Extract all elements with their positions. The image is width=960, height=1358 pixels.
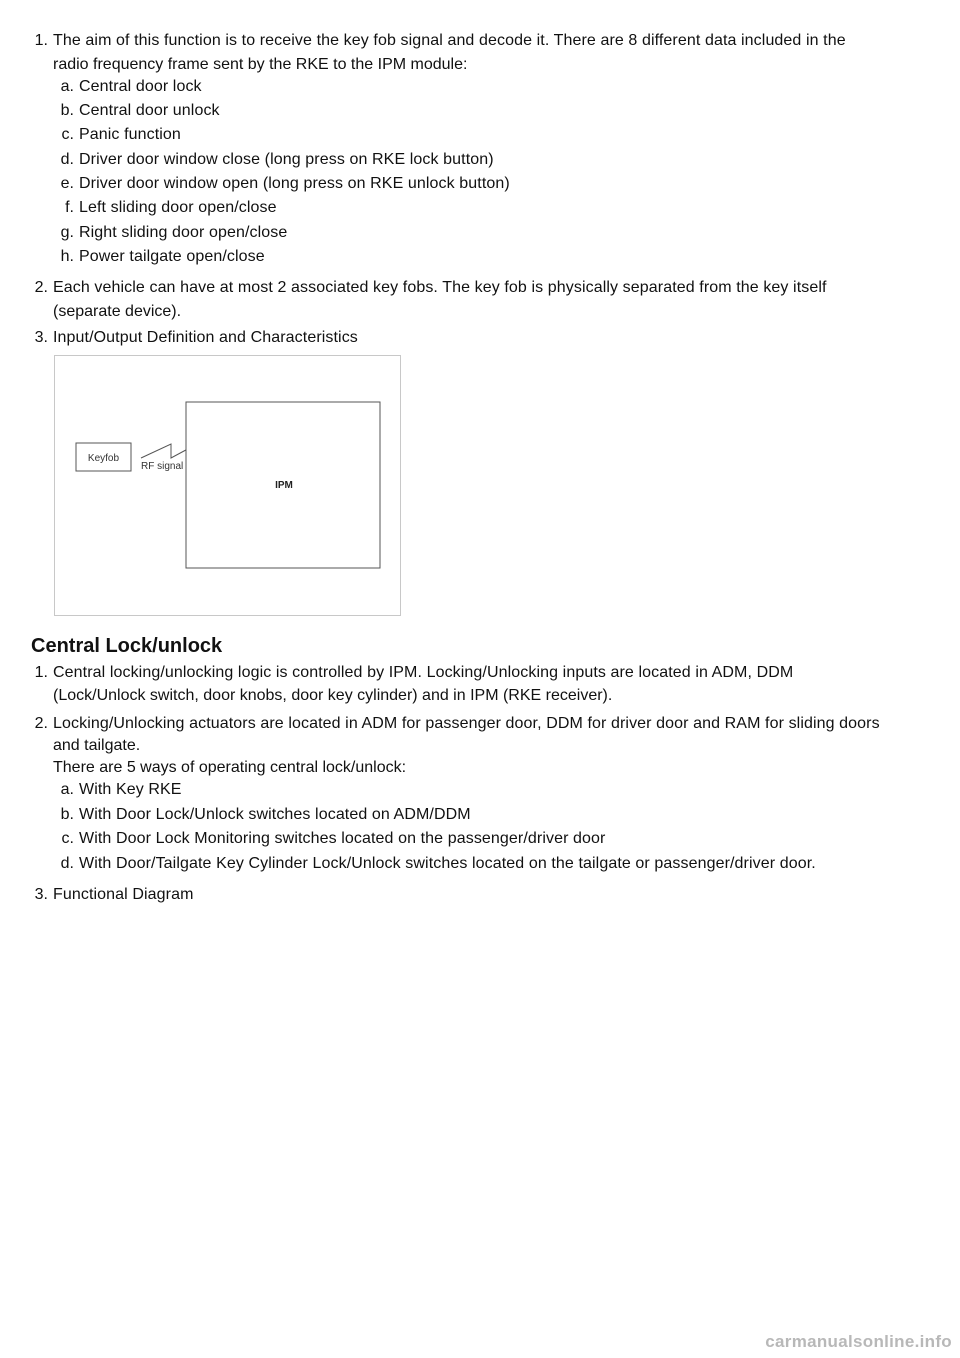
item-number: 3.: [34, 886, 48, 903]
item-text-continued: (Lock/Unlock switch, door knobs, door key cylinder) and in IPM (RKE receiver).: [53, 687, 613, 704]
sub-item-text: With Door Lock/Unlock switches located on ADM/DDM: [79, 806, 471, 823]
sub-item-letter: d.: [60, 151, 74, 168]
sub-item-letter: a.: [60, 78, 74, 95]
sub-item-letter: a.: [60, 781, 74, 798]
item-text-continued: There are 5 ways of operating central lock/unlock:: [53, 759, 407, 776]
item-text: Locking/Unlocking actuators are located in ADM for passenger door, DDM for driver door and RAM for sliding doors: [53, 715, 880, 732]
ipm-label: IPM: [275, 480, 293, 491]
sub-item-letter: h.: [60, 248, 74, 265]
sub-item-text: Panic function: [79, 126, 181, 143]
sub-item-text: With Door/Tailgate Key Cylinder Lock/Unlock switches located on the tailgate or passenger/driver door.: [79, 855, 816, 872]
sub-item-text: Driver door window close (long press on RKE lock button): [79, 151, 494, 168]
io-diagram: [55, 356, 400, 615]
sub-item-text: Left sliding door open/close: [79, 199, 277, 216]
watermark: carmanualsonline.info: [765, 1332, 952, 1351]
item-number: 2.: [34, 715, 48, 732]
sub-item-letter: d.: [60, 855, 74, 872]
sub-item-text: Power tailgate open/close: [79, 248, 265, 265]
sub-item-text: Central door lock: [79, 78, 202, 95]
sub-item-letter: b.: [60, 806, 74, 823]
item-number: 1.: [34, 664, 48, 681]
sub-item-letter: e.: [60, 175, 74, 192]
item-number: 1.: [34, 32, 48, 49]
keyfob-label: Keyfob: [87, 453, 120, 464]
sub-item-text: Central door unlock: [79, 102, 220, 119]
sub-item-letter: f.: [65, 199, 74, 216]
item-number: 2.: [34, 279, 48, 296]
io-definition-figure: [54, 355, 401, 616]
item-text-continued: radio frequency frame sent by the RKE to the IPM module:: [53, 56, 468, 73]
item-text: Central locking/unlocking logic is controlled by IPM. Locking/Unlocking inputs are located in ADM, DDM: [53, 664, 794, 681]
sub-item-text: Driver door window open (long press on RKE unlock button): [79, 175, 510, 192]
sub-item-letter: c.: [61, 126, 74, 143]
sub-item-text: Right sliding door open/close: [79, 224, 288, 241]
item-text: Input/Output Definition and Characteristics: [53, 329, 358, 346]
sub-item-letter: b.: [60, 102, 74, 119]
sub-item-letter: c.: [61, 830, 74, 847]
item-text: Functional Diagram: [53, 886, 194, 903]
rf-signal-label: RF signal: [141, 461, 184, 472]
item-text: Each vehicle can have at most 2 associated key fobs. The key fob is physically separated from the key itself: [53, 279, 827, 296]
item-text-continued: and tailgate.: [53, 737, 141, 754]
sub-item-letter: g.: [60, 224, 74, 241]
sub-item-text: With Door Lock Monitoring switches located on the passenger/driver door: [79, 830, 606, 847]
item-text: The aim of this function is to receive the key fob signal and decode it. There are 8 different data included in the: [53, 32, 846, 49]
section-heading-central-lock: Central Lock/unlock: [31, 635, 223, 657]
sub-item-text: With Key RKE: [79, 781, 182, 798]
item-number: 3.: [34, 329, 48, 346]
item-text-continued: (separate device).: [53, 303, 182, 320]
